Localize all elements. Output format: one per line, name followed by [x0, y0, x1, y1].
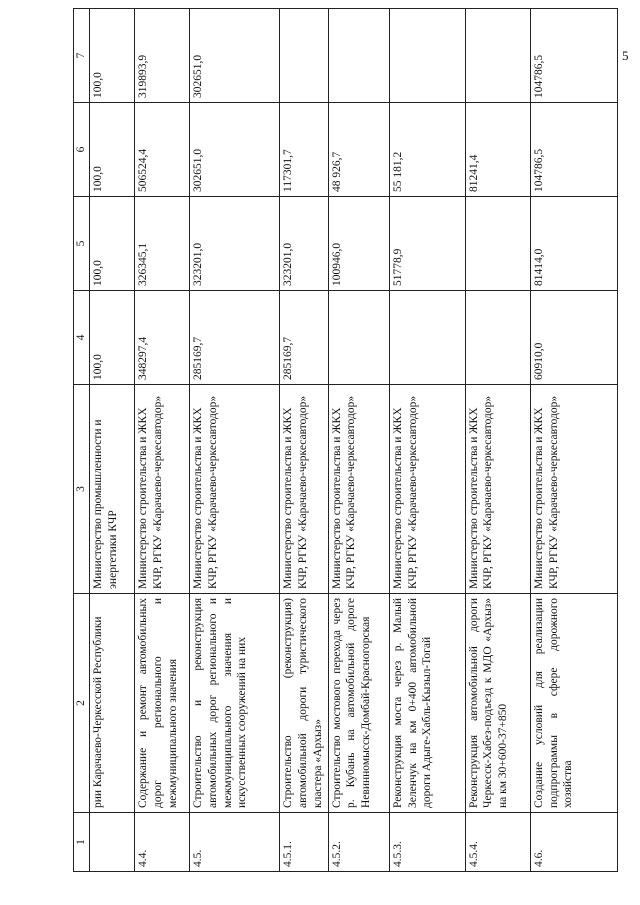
measure-name-cell: Содержание и ремонт автомобильных дорог регионального и межмуниципального значения: [135, 594, 190, 813]
value-col-4-cell: 100,0: [90, 291, 135, 385]
row-number-cell: 4.4.: [135, 813, 190, 872]
value-col-6-cell: 48 926,7: [328, 103, 389, 197]
value-col-6-cell: 104786,5: [530, 103, 617, 197]
header-cell-5: 5: [74, 197, 90, 291]
executor-cell: Министерство строительства и ЖКХ КЧР, РГКУ «Карачаево-черкесавтодор»: [530, 385, 617, 594]
table-row: [530, 9, 617, 872]
value-col-5-cell: 81414,0: [530, 197, 617, 291]
value-col-7-cell: [328, 9, 389, 103]
header-cell-7: 7: [74, 9, 90, 103]
row-number-cell: 4.5.3.: [389, 813, 465, 872]
value-col-6-cell: 506524,4: [135, 103, 190, 197]
program-table-body: [74, 9, 618, 872]
table-row: [465, 9, 530, 872]
table-row: [280, 9, 328, 872]
header-cell-1: 1: [74, 813, 90, 872]
measure-name-cell: Строительство мостового перехода через р. Кубань на автомобильной дороге Невинномысск-Домбай-Красногорская: [328, 594, 389, 813]
measure-name-cell: Реконструкция моста через р. Малый Зеленчук на км 0+400 автомобильной дороги Адыге-Хабль-Кызыл-Тогай: [389, 594, 465, 813]
value-col-4-cell: [328, 291, 389, 385]
executor-cell: Министерство промышленности и энергетики КЧР: [90, 385, 135, 594]
row-number-cell: 4.6.: [530, 813, 617, 872]
executor-cell: Министерство строительства и ЖКХ КЧР, РГКУ «Карачаево-черкесавтодор»: [328, 385, 389, 594]
executor-cell: Министерство строительства и ЖКХ КЧР, РГКУ «Карачаево-черкесавтодор»: [190, 385, 280, 594]
row-number-cell: [90, 813, 135, 872]
value-col-4-cell: 60910,0: [530, 291, 617, 385]
value-col-4-cell: 285169,7: [280, 291, 328, 385]
measure-name-cell: Строительство (реконструкция) автомобильной дороги туристического кластера «Архыз»: [280, 594, 328, 813]
executor-cell: Министерство строительства и ЖКХ КЧР, РГКУ «Карачаево-черкесавтодор»: [465, 385, 530, 594]
value-col-5-cell: 100946,0: [328, 197, 389, 291]
value-col-7-cell: 100,0: [90, 9, 135, 103]
value-col-6-cell: 117301,7: [280, 103, 328, 197]
value-col-7-cell: [465, 9, 530, 103]
value-col-7-cell: [389, 9, 465, 103]
header-cell-4: 4: [74, 291, 90, 385]
header-cell-2: 2: [74, 594, 90, 813]
table-row: [135, 9, 190, 872]
row-number-cell: 4.5.1.: [280, 813, 328, 872]
header-cell-6: 6: [74, 103, 90, 197]
program-table: [73, 8, 618, 872]
value-col-7-cell: [280, 9, 328, 103]
header-row: [74, 9, 90, 872]
value-col-7-cell: 104786,5: [530, 9, 617, 103]
row-number-cell: 4.5.4.: [465, 813, 530, 872]
table-row: [389, 9, 465, 872]
measure-name-cell: Создание условий для реализации подпрограммы в сфере дорожного хозяйства: [530, 594, 617, 813]
executor-cell: Министерство строительства и ЖКХ КЧР, РГКУ «Карачаево-черкесавтодор»: [135, 385, 190, 594]
value-col-6-cell: 302651,0: [190, 103, 280, 197]
value-col-5-cell: 51778,9: [389, 197, 465, 291]
value-col-4-cell: 348297,4: [135, 291, 190, 385]
table-row: [190, 9, 280, 872]
executor-cell: Министерство строительства и ЖКХ КЧР, РГКУ «Карачаево-черкесавтодор»: [280, 385, 328, 594]
value-col-5-cell: 326345,1: [135, 197, 190, 291]
rotated-page-content: [73, 52, 618, 872]
value-col-4-cell: 285169,7: [190, 291, 280, 385]
value-col-6-cell: 81241,4: [465, 103, 530, 197]
page-number: 5: [622, 48, 629, 63]
table-row: [90, 9, 135, 872]
value-col-6-cell: 100,0: [90, 103, 135, 197]
row-number-cell: 4.5.: [190, 813, 280, 872]
measure-name-cell: Строительство и реконструкция автомобильных дорог регионального и межмуниципального значения и искусственных сооружений на них: [190, 594, 280, 813]
value-col-7-cell: 302651,0: [190, 9, 280, 103]
header-cell-3: 3: [74, 385, 90, 594]
value-col-4-cell: [389, 291, 465, 385]
row-number-cell: 4.5.2.: [328, 813, 389, 872]
value-col-5-cell: [465, 197, 530, 291]
value-col-6-cell: 55 181,2: [389, 103, 465, 197]
measure-name-cell: рии Карачаево-Черкесской Республики: [90, 594, 135, 813]
executor-cell: Министерство строительства и ЖКХ КЧР, РГКУ «Карачаево-черкесавтодор»: [389, 385, 465, 594]
value-col-4-cell: [465, 291, 530, 385]
measure-name-cell: Реконструкция автомобильной дороги Черкесск-Хабез-подъезд к МДО «Архыз» на км 30+600-37+850: [465, 594, 530, 813]
value-col-5-cell: 323201,0: [190, 197, 280, 291]
value-col-7-cell: 319893,9: [135, 9, 190, 103]
value-col-5-cell: 100,0: [90, 197, 135, 291]
table-row: [328, 9, 389, 872]
value-col-5-cell: 323201,0: [280, 197, 328, 291]
